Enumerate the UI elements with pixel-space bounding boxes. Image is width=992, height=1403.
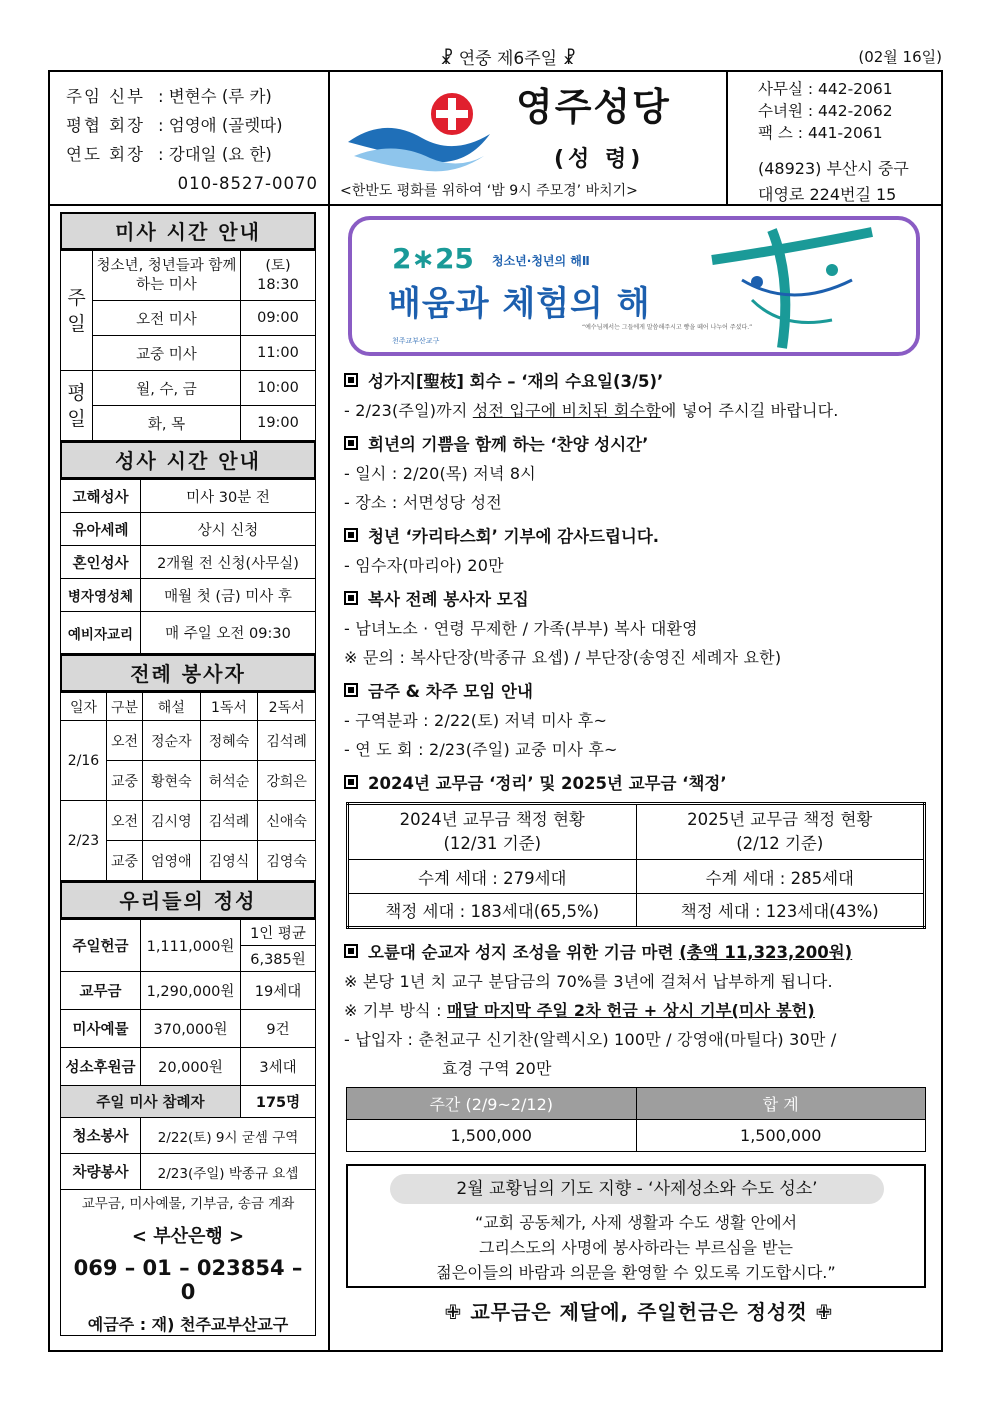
news-heading: 2024년 교무금 ‘정리’ 및 2025년 교무금 ‘책정’ [344,770,934,794]
banner-year: 2∗25 [392,242,474,275]
news-line: - 임수자(마리아) 20만 [344,556,504,575]
servers-title: 전례 봉사자 [60,654,316,692]
servers-table: 일자 구분 해설 1독서 2독서 2/16 오전 정순자 정혜숙 김석례 교중 황현숙 허석순 강희은 2/23 오전 김시영 김석례 신애숙 교중 엄영애 김영식 김영숙 [60,692,316,881]
mass-time: 10:00 [241,371,316,406]
news-heading: 희년의 기쁨을 함께 하는 ‘찬양 성시간’ [344,431,934,455]
staff-phone: 010-8527-0070 [177,174,318,193]
contact-fax: 팩 스 : 441-2061 [758,124,883,142]
staff-row: 연도 회장 : 강대일 (요 한) [66,145,272,164]
offering-title: 우리들의 정성 [60,881,316,919]
prayer-text: “교회 공동체가, 사제 생활과 수도 생활 안에서 그리스도의 사명에 봉사하라는 부르심을 받는 젊은이들의 바람과 의문을 환영할 수 있도록 기도합시다.” [436,1213,836,1282]
news-heading: 오륜대 순교자 성지 조성을 위한 기금 마련 (총액 11,323,200원) [344,939,934,963]
contact-office: 사무실 : 442-2061 [758,80,893,98]
bulletin-frame [48,70,943,1352]
mass-time: (토) 18:30 [241,251,316,301]
mass-name: 월, 수, 금 [93,371,241,406]
church-title-block [330,72,728,206]
contact-convent: 수녀원 : 442-2062 [758,102,893,120]
church-subtitle: (성 령) [554,147,645,172]
banner-main: 배움과 체험의 해 [388,284,651,324]
news-heading: 금주 & 차주 모임 안내 [344,678,934,702]
news-heading: 성가지[聖枝] 회수 – ‘재의 수요일(3/5)’ [344,368,934,392]
news-line: ※ 본당 1년 치 교구 분담금의 70%를 3년에 걸쳐서 납부하게 됩니다. [344,972,833,991]
fund-table: 주간 (2/9~2/12) 합 계 1,500,000 1,500,000 [346,1087,926,1152]
banner-subtitle: 청소년·청년의 해Ⅱ [492,254,590,268]
contact-block [728,72,941,206]
liturgical-day: ☧ 연중 제6주일 ☧ [440,49,576,69]
mass-time: 19:00 [241,406,316,441]
sacrament-table: 고해성사 미사 30분 전 유아세례 상시 신청 혼인성사 2개월 전 신청(사무실) 병자영성체 매월 첫 (금) 미사 후 예비자교리 매 주일 오전 09:30 [60,479,316,654]
offering-table: 주일헌금 1,111,000원 1인 평균 6,385원 교무금 1,290,000원 19세대 미사예물 370,000원 9건 성소후원금 20,000원 3세대 주일 미사 참례자 175명 청소봉사 2/22(토) 9시 굳셈 구역 차량봉사 2/23(주일) 박종규 요셉 교무금, 미사예물, 기부금, 송금 계좌 < 부산은행 > 069 – 01 – 023854 – 0 예금주 : 재) 천주교부산교구 [60,919,316,1336]
banner-quote: “예수님께서는 그들에게 말씀해주시고 빵을 떼어 나누어 주셨다.” [582,324,753,331]
sidebar [60,212,316,1336]
dues-table: 2024년 교무금 책정 현황 (12/31 기준) 2025년 교무금 책정 현황 (2/12 기준) 수계 세대 : 279세대 수계 세대 : 285세대 책정 세대 : 183세대(65,5%) 책정 세대 : 123세대(43%) [346,802,926,929]
bulletin-date: (02월 16일) [858,48,942,66]
prayer-intention-box [346,1164,926,1288]
news-heading: 복사 전례 봉사자 모집 [344,586,934,610]
footer-message: ✙ 교무금은 제달에, 주일헌금은 정성껏 ✙ [444,1300,834,1324]
sunday-label: 주일 [61,251,93,371]
news-line: - 일시 : 2/20(목) 저녁 8시 [344,464,536,483]
top-line [0,44,992,70]
staff-row: 주임 신부 : 변현수 (루 카) [66,87,272,106]
header [50,72,941,206]
news-line: ※ 기부 방식 : 매달 마지막 주일 2차 헌금 + 상시 기부(미사 봉헌) [344,1001,815,1020]
staff-list [50,72,330,206]
church-name: 영주성당 [516,85,671,129]
prayer-title: 2월 교황님의 기도 지향 - ‘사제성소와 수도 성소’ [390,1174,884,1204]
news-heading: 청년 ‘카리타스회’ 기부에 감사드립니다. [344,523,934,547]
mass-name: 교중 미사 [93,336,241,371]
weekday-label: 평일 [61,371,93,441]
mass-name: 오전 미사 [93,301,241,336]
news-line: - 2/23(주일)까지 성전 입구에 비치된 회수함에 넣어 주시길 바랍니다. [344,401,839,420]
news-line: - 연 도 회 : 2/23(주일) 교중 미사 후~ [344,740,618,759]
column-divider [328,206,330,1352]
news-line: - 장소 : 서면성당 성전 [344,493,502,512]
year-banner [348,216,920,356]
mass-name: 청소년, 청년들과 함께 하는 미사 [93,251,241,301]
mass-times-title: 미사 시간 안내 [60,212,316,250]
address: (48923) 부산시 중구 대영로 224번길 15 [758,159,909,204]
news-line: - 납입자 : 춘천교구 신기찬(알렉시오) 100만 / 강영애(마틸다) 30만 / [344,1030,837,1049]
staff-row: 평협 회장 : 엄영애 (골렛따) [66,116,283,135]
news-line: 효경 구역 20만 [442,1059,552,1078]
bank-account-box: 교무금, 미사예물, 기부금, 송금 계좌 < 부산은행 > 069 – 01 – 023854 – 0 예금주 : 재) 천주교부산교구 [61,1190,316,1336]
sacrament-title: 성사 시간 안내 [60,441,316,479]
banner-org: 천주교부산교구 [392,337,440,345]
mass-name: 화, 목 [93,406,241,441]
mass-times-table [60,250,316,441]
mass-time: 11:00 [241,336,316,371]
church-logo-icon [344,86,494,172]
news-list [344,368,934,1325]
slogan: <한반도 평화를 위하여 ‘밤 9시 주모경’ 바치기> [340,183,638,199]
news-line: ※ 문의 : 복사단장(박종규 요셉) / 부단장(송영진 세례자 요한) [344,648,782,667]
news-line: - 구역분과 : 2/22(토) 저녁 미사 후~ [344,711,608,730]
news-line: - 남녀노소 · 연령 무제한 / 가족(부부) 복사 대환영 [344,619,698,638]
mass-time: 09:00 [241,301,316,336]
